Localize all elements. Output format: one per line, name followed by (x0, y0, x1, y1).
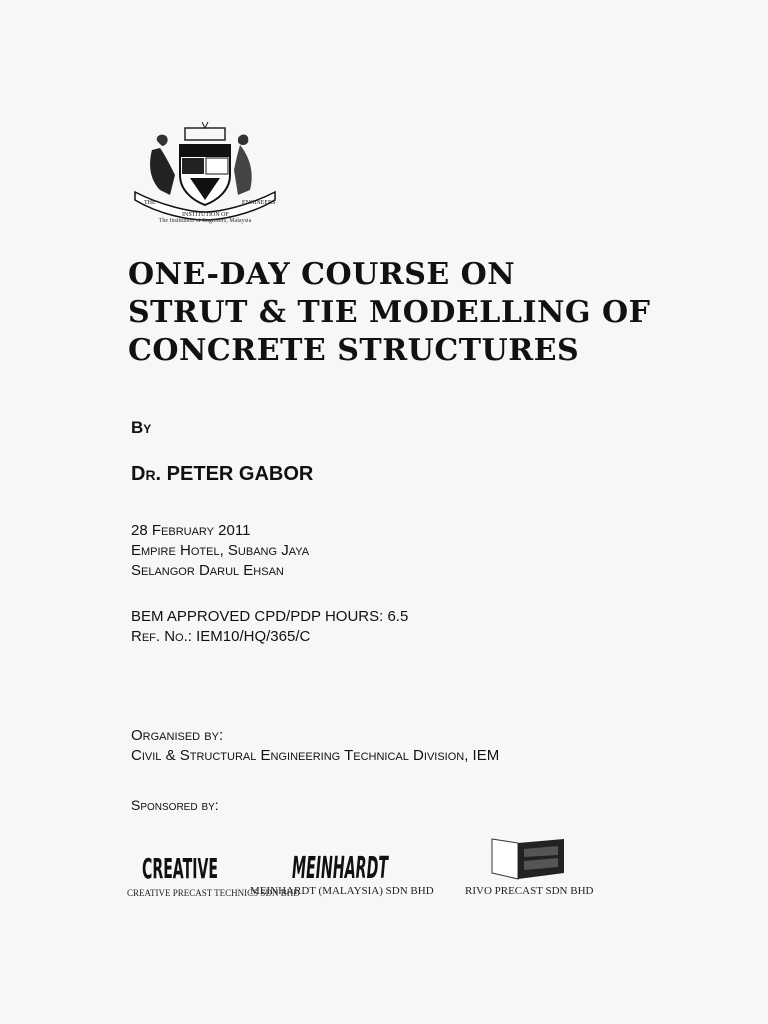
sponsored-label: Sponsored by: (131, 797, 219, 813)
organiser-label: Organised by: (131, 727, 224, 744)
crest-caption: The Institution of Engineers, Malaysia (158, 218, 252, 224)
reference-number: Ref. No.: IEM10/HQ/365/C (131, 628, 311, 645)
title-line-1: ONE-DAY COURSE ON (128, 257, 516, 292)
meinhardt-logo-text: MEINHARDT (292, 851, 390, 886)
author-name: Dr. PETER GABOR (131, 463, 314, 485)
event-state: Selangor Darul Ehsan (131, 562, 284, 579)
creative-logo (140, 840, 220, 890)
iem-crest-logo (130, 120, 280, 230)
crest-ribbon-left: THE (144, 200, 156, 206)
sponsor-name-rivo: RIVO PRECAST SDN BHD (465, 885, 594, 897)
event-date: 28 February 2011 (131, 522, 251, 539)
title-line-3: CONCRETE STRUCTURES (128, 333, 580, 368)
crest-ribbon-mid: INSTITUTION OF (182, 212, 229, 218)
cpd-details (131, 607, 408, 647)
course-title (128, 256, 728, 370)
creative-logo-text: CREATIVE (142, 852, 218, 885)
crest-ribbon-right: ENGINEERS (242, 200, 276, 206)
event-details (131, 521, 309, 581)
sponsor-name-meinhardt: MEINHARDT (MALAYSIA) SDN BHD (250, 885, 434, 897)
organiser-block (131, 726, 499, 766)
rivo-logo (488, 835, 568, 880)
cpd-hours: BEM APPROVED CPD/PDP HOURS: 6.5 (131, 608, 409, 625)
meinhardt-logo (290, 840, 390, 885)
organiser-name: Civil & Structural Engineering Technical Division, IEM (131, 747, 500, 764)
title-line-2: STRUT & TIE MODELLING OF (128, 295, 651, 330)
sponsor-name-creative: CREATIVE PRECAST TECHNICS SDN BHD (127, 888, 300, 898)
by-label: By (131, 418, 152, 437)
event-venue: Empire Hotel, Subang Jaya (131, 542, 310, 559)
